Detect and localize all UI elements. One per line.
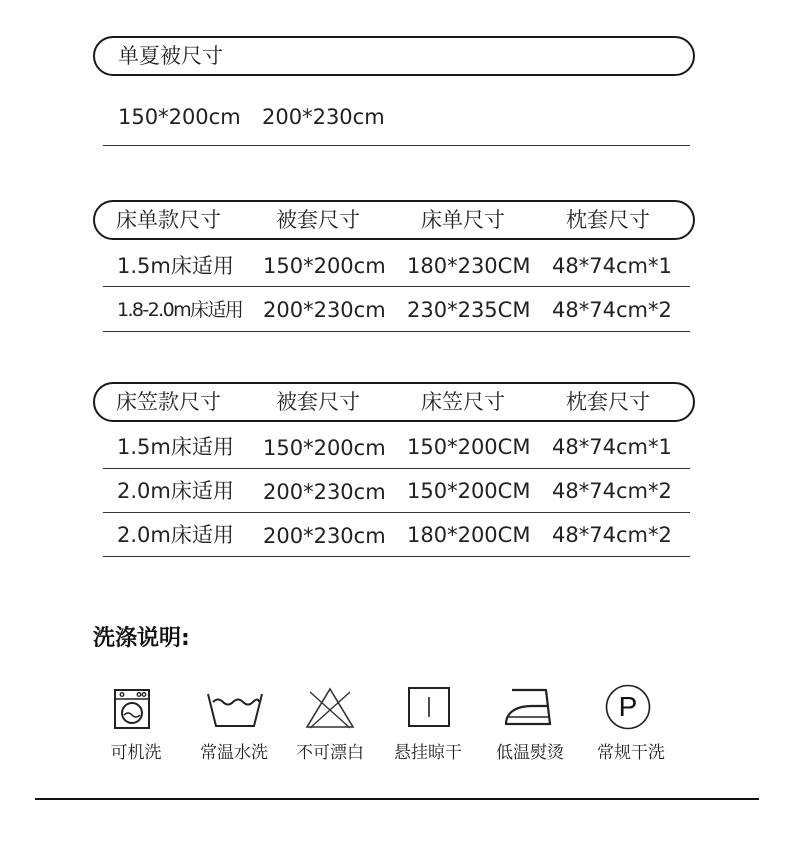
sheet-row-1-pillow: 48*74cm*1 bbox=[552, 254, 672, 278]
care-label-low-iron: 低温熨烫 bbox=[496, 743, 564, 763]
divider bbox=[103, 556, 690, 557]
no-bleach-icon bbox=[304, 686, 356, 730]
fitted-header-col-4: 枕套尺寸 bbox=[566, 390, 650, 414]
care-label-dry-clean: 常规干洗 bbox=[597, 743, 665, 763]
sheet-row-2-cover: 200*230cm bbox=[263, 298, 386, 322]
care-label-no-bleach: 不可漂白 bbox=[296, 743, 364, 763]
fitted-row-1-pillow: 48*74cm*1 bbox=[552, 435, 672, 459]
single-quilt-size-1: 150*200cm bbox=[118, 105, 241, 129]
iron-icon bbox=[502, 686, 556, 728]
washing-machine-icon bbox=[112, 688, 152, 730]
fitted-header-col-1: 床笠款尺寸 bbox=[116, 390, 221, 414]
sheet-header-col-2: 被套尺寸 bbox=[276, 208, 360, 232]
divider bbox=[103, 512, 690, 513]
bottom-divider bbox=[35, 798, 759, 800]
sheet-row-2-sheet: 230*235CM bbox=[407, 298, 531, 322]
divider bbox=[103, 145, 690, 146]
divider bbox=[103, 468, 690, 469]
fitted-row-2-bed: 2.0m床适用 bbox=[117, 479, 234, 503]
svg-text:P: P bbox=[618, 691, 638, 722]
sheet-header-col-1: 床单款尺寸 bbox=[116, 208, 221, 232]
care-label-hang-dry: 悬挂晾干 bbox=[394, 743, 462, 763]
fitted-row-1-cover: 150*200cm bbox=[263, 436, 386, 460]
sheet-row-1-bed: 1.5m床适用 bbox=[117, 254, 234, 278]
fitted-header-col-3: 床笠尺寸 bbox=[421, 390, 505, 414]
sheet-header-col-4: 枕套尺寸 bbox=[566, 208, 650, 232]
sheet-row-2-bed: 1.8-2.0m床适用 bbox=[117, 299, 243, 321]
single-quilt-title: 单夏被尺寸 bbox=[118, 44, 223, 68]
fitted-row-2-fitted: 150*200CM bbox=[407, 479, 531, 503]
sheet-header-col-3: 床单尺寸 bbox=[421, 208, 505, 232]
fitted-row-2-cover: 200*230cm bbox=[263, 480, 386, 504]
sheet-row-1-cover: 150*200cm bbox=[263, 254, 386, 278]
fitted-row-2-pillow: 48*74cm*2 bbox=[552, 479, 672, 503]
fitted-row-1-fitted: 150*200CM bbox=[407, 435, 531, 459]
care-label-machine-wash: 可机洗 bbox=[110, 743, 162, 763]
divider bbox=[103, 331, 690, 332]
care-label-normal-wash: 常温水洗 bbox=[200, 743, 268, 763]
fitted-header-col-2: 被套尺寸 bbox=[276, 390, 360, 414]
fitted-row-3-cover: 200*230cm bbox=[263, 524, 386, 548]
sheet-row-1-sheet: 180*230CM bbox=[407, 254, 531, 278]
washing-title: 洗涤说明: bbox=[93, 626, 190, 651]
hang-dry-icon bbox=[407, 686, 451, 728]
sheet-row-2-pillow: 48*74cm*2 bbox=[552, 298, 672, 322]
fitted-row-3-pillow: 48*74cm*2 bbox=[552, 523, 672, 547]
single-quilt-size-2: 200*230cm bbox=[262, 105, 385, 129]
wash-tub-icon bbox=[206, 690, 264, 730]
dry-clean-icon bbox=[604, 683, 652, 731]
fitted-row-1-bed: 1.5m床适用 bbox=[117, 435, 234, 459]
divider bbox=[103, 286, 690, 287]
fitted-row-3-bed: 2.0m床适用 bbox=[117, 523, 234, 547]
fitted-row-3-fitted: 180*200CM bbox=[407, 523, 531, 547]
